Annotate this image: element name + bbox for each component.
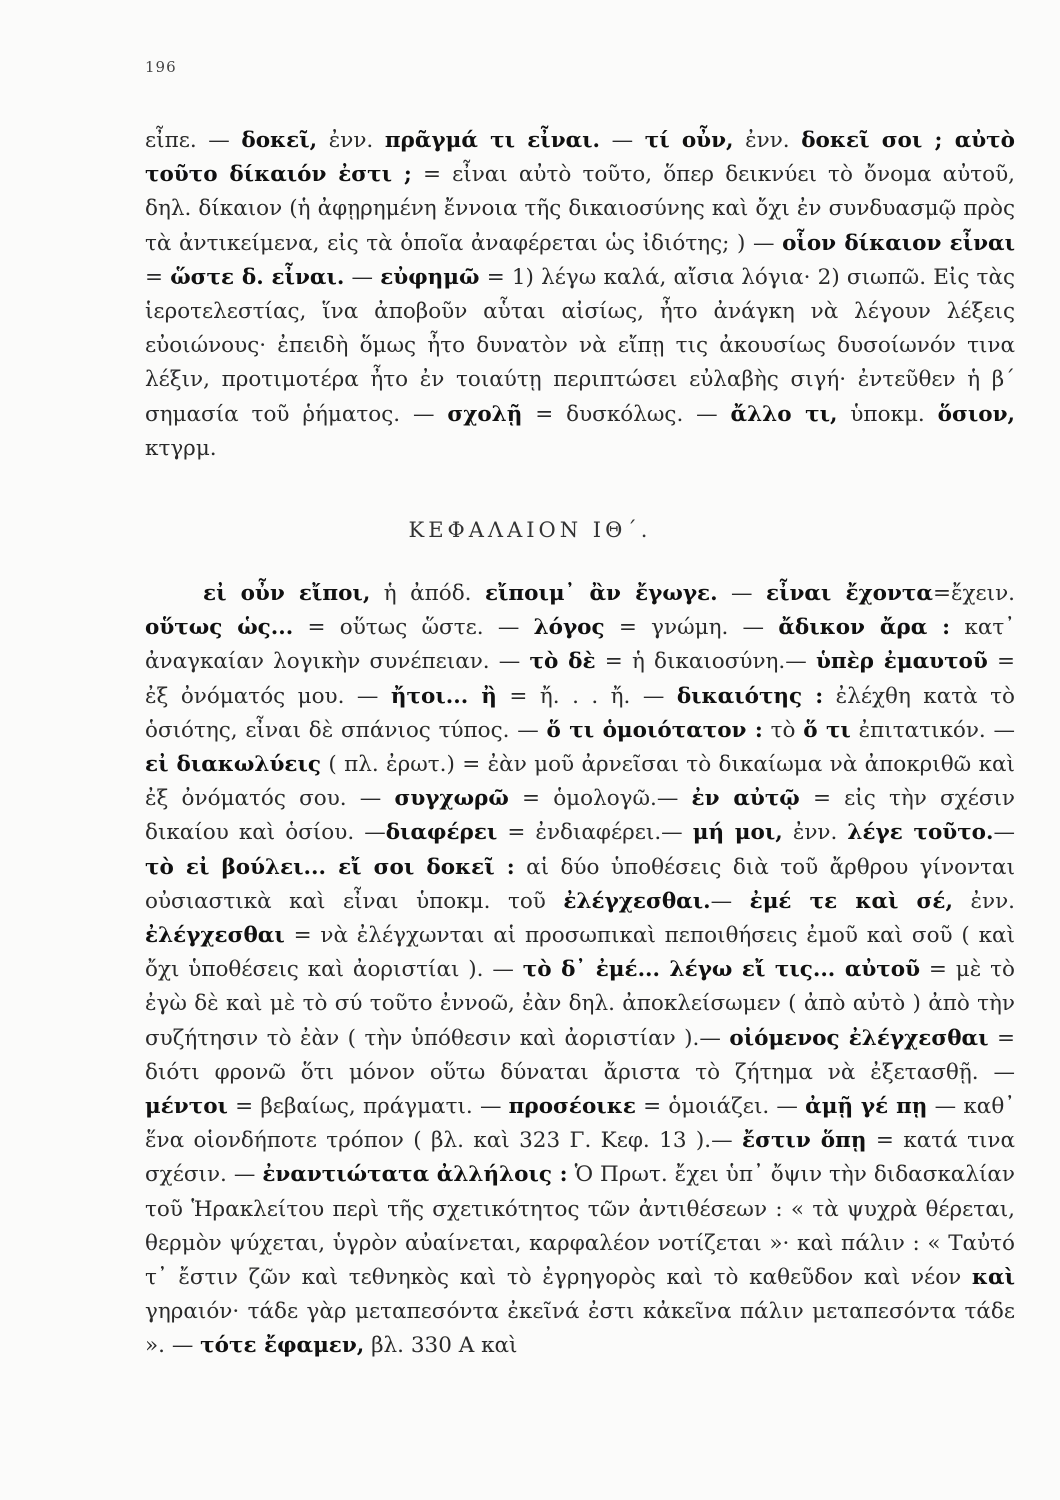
gloss-text: = μὲ τὸ ἐγὼ δὲ καὶ μὲ τὸ σύ τοῦτο ἐννοῶ, ἐὰν δηλ. ἀποκλείσωμεν ( ἀπὸ αὐτὸ ) ἀπὸ τὴν συζήτησιν τὸ ἐὰν ( τὴν ὑπόθεσιν καὶ ἀοριστίαν ).— <box>145 957 1015 1051</box>
lemma-term: ἔστιν ὅπῃ <box>742 1128 867 1154</box>
gloss-text: Ὁ Πρωτ. ἔχει ὑπ᾽ ὄψιν τὴν διδασκαλίαν τοῦ Ἡρακλείτου περὶ τῆς σχετικότητος τῶν ἀντιθέσεων : « τὰ ψυχρὰ θέρεται, θερμὸν ψύχεται, ὑγρὸν αὐαίνεται, καρφαλέον νοτίζεται »· καὶ πάλιν : « Ταὐτό τ᾽ ἔστιν ζῶν καὶ τεθνηκὸς καὶ τὸ ἐγρηγορὸς καὶ τὸ καθεῦδον καὶ νέον <box>145 1162 1015 1291</box>
gloss-text: ὑποκμ. <box>837 401 938 427</box>
lemma-term: ἐλέγχεσθαι <box>145 923 285 949</box>
lemma-term: οἰόμενος ἐλέγχεσθαι <box>729 1025 989 1051</box>
gloss-text: — <box>600 128 645 153</box>
gloss-text: ἐλέχθη κατὰ τὸ ὁσιότης, εἶναι δὲ σπάνιος τύπος. — <box>145 683 1015 743</box>
gloss-text: = 1) λέγω καλά, αἴσια λόγια· 2) σιωπῶ. Εἰς τὰς ἱεροτελεστίας, ἵνα ἀποβοῦν αὗται αἰσίως, ἦτο ἀνάγκη νὰ λέγουν λέξεις εὐοιώνους· ἐπειδὴ ὅμως ἦτο δυνατὸν νὰ εἴπῃ τις ἀκουσίως δυσοίωνόν τινα λέξιν, προτιμοτέρα ἦτο ἐν τοιαύτῃ περιπτώσει εὐλαβὴς σιγή· ἐντεῦθεν ἡ β΄ σημασία τοῦ ῥήματος. — <box>145 264 1016 427</box>
lemma-term: ὅ τι <box>803 717 851 743</box>
gloss-text: = ἐνδιαφέρει.— <box>497 820 693 846</box>
lemma-term: ἐναντιώτατα ἀλλήλοις : <box>262 1162 568 1188</box>
lemma-term: τότε ἔφαμεν, <box>200 1333 365 1359</box>
lemma-term: συγχωρῶ <box>394 786 509 812</box>
gloss-text: — <box>717 581 766 606</box>
gloss-text: αἱ δύο ὑποθέσεις διὰ τοῦ ἄρθρου γίνονται οὐσιαστικὰ καὶ εἶναι ὑποκμ. τοῦ <box>145 854 1015 914</box>
gloss-text: = ἡ δικαιοσύνη.— <box>595 649 816 675</box>
gloss-text: ἐνν. <box>733 128 802 153</box>
gloss-text: κατ᾽ ἀναγκαίαν λογικὴν συνέπειαν. — <box>145 615 1015 675</box>
gloss-text: ( πλ. ἐρωτ.) = ἐὰν μοῦ ἀρνεῖσαι τὸ δικαίωμα νὰ ἀποκριθῶ καὶ ἐξ ὀνόματός σου. — <box>145 752 1015 812</box>
lemma-term: λόγος <box>533 615 605 641</box>
lemma-term: λέγε τοῦτο. <box>847 820 994 846</box>
gloss-text: = ὁμολογῶ.— <box>508 786 692 812</box>
gloss-text: = εἰς τὴν σχέσιν δικαίου καὶ ὁσίου. — <box>145 786 1016 846</box>
gloss-text: = διότι φρονῶ ὅτι μόνον οὕτω δύναται ἄριστα τὸ ζήτημα νὰ ἐξετασθῇ. — <box>145 1025 1015 1085</box>
commentary-paragraph-2 <box>145 577 1015 1364</box>
gloss-text: — καθ᾽ ἕνα οἱονδήποτε τρόπον ( βλ. καὶ 323 Γ. Κεφ. 13 ).— <box>145 1094 1016 1154</box>
lemma-term: τὸ δ᾽ ἐμέ... λέγω εἴ τις... αὐτοῦ <box>522 957 921 983</box>
gloss-text: = κατά τινα σχέσιν. — <box>145 1128 1015 1188</box>
gloss-text: τὸ <box>762 717 804 743</box>
lemma-term: ἄλλο τι, <box>730 401 838 427</box>
gloss-text: = γνώμη. — <box>604 615 779 641</box>
lemma-term: οἷον δίκαιον εἶναι <box>782 230 1015 256</box>
gloss-text: ἐπιτατικόν. — <box>850 717 1015 743</box>
gloss-text: — <box>710 888 750 914</box>
lemma-term: εἰ διακωλύεις <box>145 752 321 778</box>
lemma-term: δοκεῖ σοι ; αὐτὸ τοῦτο δίκαιόν ἐστι ; <box>145 128 1015 188</box>
gloss-text: κτγρμ. <box>145 435 217 461</box>
lemma-term: δοκεῖ, <box>241 128 318 153</box>
gloss-text: = ὁμοιάζει. — <box>635 1094 806 1120</box>
gloss-text: = δυσκόλως. — <box>522 401 731 427</box>
gloss-text: βλ. 330 Α καὶ <box>364 1333 518 1359</box>
gloss-text: = νὰ ἐλέγχωνται αἱ προσωπικαὶ πεποιθήσεις ἐμοῦ καὶ σοῦ ( καὶ ὄχι ὑποθέσεις καὶ ἀοριστίαι ). — <box>145 923 1015 983</box>
gloss-text: ἐνν. <box>952 888 1015 914</box>
lemma-term: δικαιότης : <box>676 683 824 709</box>
lemma-term: ὅ τι ὁμοιότατον : <box>546 717 763 743</box>
gloss-text: ἐνν. <box>317 128 385 153</box>
lemma-term: ἐν αὐτῷ <box>691 786 800 812</box>
gloss-text: γηραιόν· τάδε γὰρ μεταπεσόντα ἐκεῖνά ἐστι κἀκεῖνα πάλιν μεταπεσόντα τάδε ». — <box>145 1299 1015 1359</box>
lemma-term: ἤτοι... ἢ <box>390 683 497 709</box>
lemma-term: σχολῇ <box>447 401 523 427</box>
lemma-term: ὑπὲρ ἐμαυτοῦ <box>815 649 988 675</box>
gloss-text: =ἔχειν. <box>932 581 1015 606</box>
lemma-term: εἴποιμ᾽ ἂν ἔγωγε. <box>484 581 718 606</box>
lemma-term: οὕτως ὡς... <box>145 615 294 641</box>
lemma-term: ἄδικον ἄρα : <box>778 615 951 641</box>
gloss-text: = εἶναι αὐτὸ τοῦτο, ὅπερ δεικνύει τὸ ὄνομα αὐτοῦ, δηλ. δίκαιον (ἡ ἀφῃρημένη ἔννοια τῆς δικαιοσύνης καὶ ὄχι ἐν συνδυασμῷ πρὸς τὰ ἀντικείμενα, εἰς τὰ ὁποῖα ἀναφέρεται ὡς ἰδιότης; ) — <box>145 162 1016 256</box>
lemma-term: καὶ <box>971 1265 1015 1291</box>
lemma-term: ἀμῇ γέ πῃ <box>805 1094 928 1120</box>
lemma-term: ἐλέγχεσθαι. <box>563 888 711 914</box>
lemma-term: τὸ δὲ <box>529 649 596 675</box>
gloss-text: — <box>344 264 381 290</box>
lemma-term: ὥστε δ. εἶναι. <box>170 264 345 290</box>
gloss-text: = ἤ. . . ἤ. — <box>496 683 677 709</box>
gloss-text: ἡ ἀπόδ. <box>370 581 485 606</box>
gloss-text: εἶπε. — <box>145 128 242 153</box>
lemma-term: τὸ εἰ βούλει... εἴ σοι δοκεῖ : <box>145 854 515 880</box>
lemma-term: προσέοικε <box>508 1094 636 1120</box>
lemma-term: διαφέρει <box>385 820 498 846</box>
gloss-text: = ἐξ ὀνόματός μου. — <box>145 649 1015 709</box>
lemma-term: εὐφημῶ <box>380 264 480 290</box>
lemma-term: εἶναι ἔχοντα <box>766 581 933 606</box>
lemma-term: εἰ οὖν εἴποι, <box>203 581 371 606</box>
chapter-heading: ΚΕΦΑΛΑΙΟΝ ΙΘ΄. <box>408 518 652 542</box>
gloss-text: = <box>145 264 171 290</box>
lemma-term: τί οὖν, <box>644 128 734 153</box>
gloss-text: = βεβαίως, πράγματι. — <box>227 1094 509 1120</box>
lemma-term: μή μοι, <box>692 820 783 846</box>
page-number: 196 <box>145 58 177 76</box>
gloss-text: — <box>993 820 1015 846</box>
lemma-term: ὅσιον, <box>937 401 1015 427</box>
lemma-term: πρᾶγμά τι εἶναι. <box>384 128 601 153</box>
lemma-term: μέντοι <box>145 1094 228 1120</box>
commentary-paragraph-1 <box>145 124 1015 466</box>
gloss-text: = οὕτως ὥστε. — <box>293 615 534 641</box>
lemma-term: ἐμέ τε καὶ σέ, <box>749 888 953 914</box>
gloss-text: ἐνν. <box>782 820 848 846</box>
